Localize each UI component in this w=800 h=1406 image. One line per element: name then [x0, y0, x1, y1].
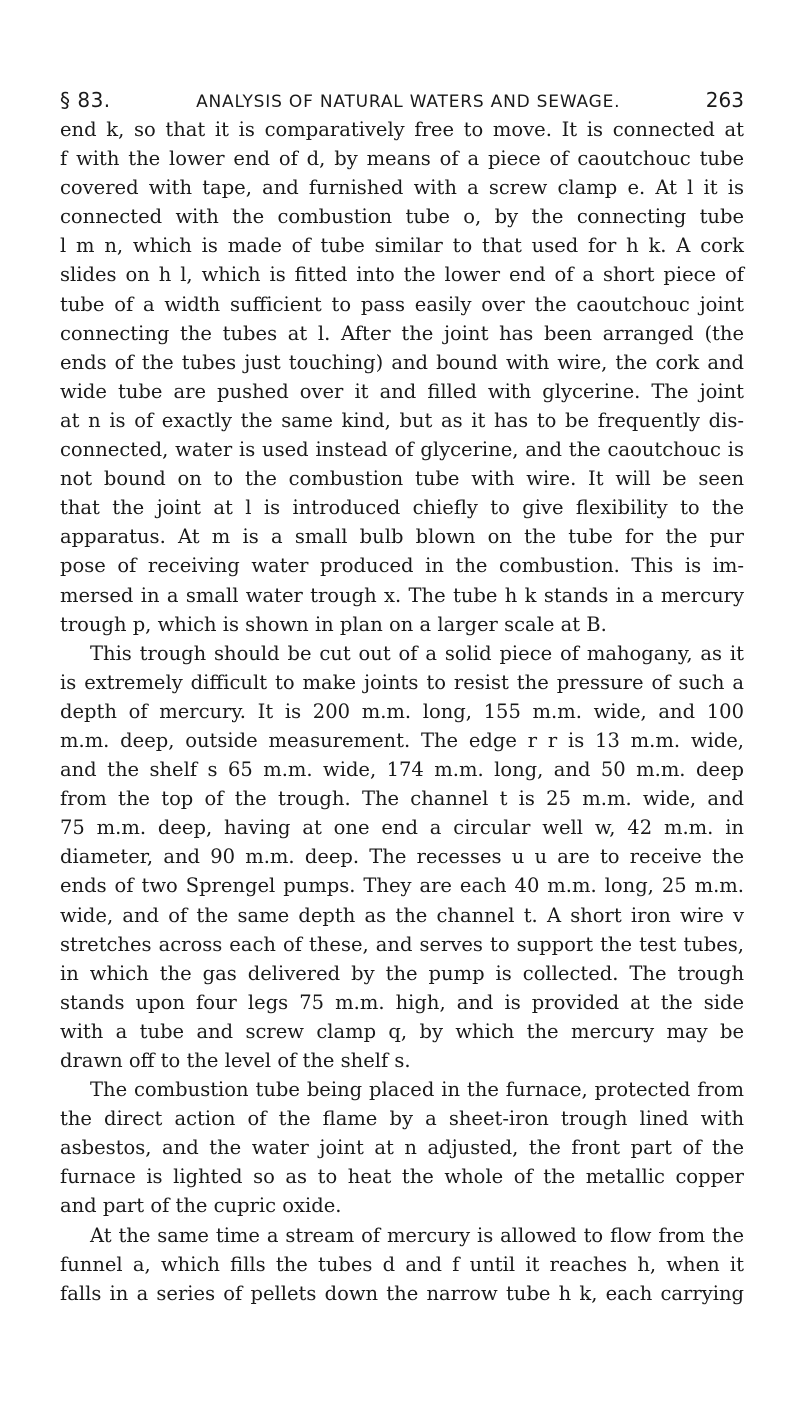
text-line: pose of receiving water produced in the combustion. This is im-	[60, 554, 744, 578]
text-line: covered with tape, and furnished with a screw clamp e. At l it is	[60, 176, 744, 200]
text-line: funnel a, which fills the tubes d and f until it reaches h, when it	[60, 1252, 744, 1276]
text-line: apparatus. At m is a small bulb blown on the tube for the pur	[60, 525, 744, 549]
text-line: asbestos, and the water joint at n adjusted, the front part of the	[60, 1136, 744, 1160]
running-head	[60, 88, 744, 118]
text-line: trough p, which is shown in plan on a larger scale at B.	[60, 612, 607, 636]
text-line: and part of the cupric oxide.	[60, 1194, 342, 1218]
text-line: and the shelf s 65 m.m. wide, 174 m.m. long, and 50 m.m. deep	[60, 758, 744, 782]
text-line: depth of mercury. It is 200 m.m. long, 155 m.m. wide, and 100	[60, 699, 744, 723]
text-line: drawn off to the level of the shelf s.	[60, 1049, 411, 1072]
text-line: end k, so that it is comparatively free to move. It is connected at	[60, 118, 744, 141]
text-line: in which the gas delivered by the pump is collected. The trough	[60, 961, 744, 985]
section-number: § 83.	[60, 88, 111, 112]
text-line: that the joint at l is introduced chiefly to give flexibility to the	[60, 496, 744, 520]
text-line: m.m. deep, outside measurement. The edge r r is 13 m.m. wide,	[60, 728, 744, 752]
text-line: the direct action of the flame by a sheet-iron trough lined with	[60, 1107, 744, 1131]
text-line: at n is of exactly the same kind, but as it has to be frequently dis-	[60, 408, 744, 432]
text-line: not bound on to the combustion tube with wire. It will be seen	[60, 467, 744, 491]
text-line: At the same time a stream of mercury is allowed to flow from the	[90, 1223, 744, 1247]
text-line: ends of two Sprengel pumps. They are each 40 m.m. long, 25 m.m.	[60, 874, 744, 898]
text-line: furnace is lighted so as to heat the whole of the metallic copper	[60, 1165, 744, 1189]
text-line: f with the lower end of d, by means of a piece of caoutchouc tube	[60, 147, 744, 171]
text-line: falls in a series of pellets down the narrow tube h k, each carrying	[60, 1281, 744, 1305]
body-text	[60, 115, 744, 1308]
text-line: stands upon four legs 75 m.m. high, and is provided at the side	[60, 990, 744, 1014]
page-number: 263	[705, 88, 744, 112]
text-line: l m n, which is made of tube similar to that used for h k. A cork	[60, 234, 744, 258]
text-line: slides on h l, which is fitted into the lower end of a short piece of	[60, 263, 744, 287]
text-line: connecting the tubes at l. After the joint has been arranged (the	[60, 321, 744, 345]
text-line: wide, and of the same depth as the channel t. A short iron wire v	[60, 903, 744, 927]
text-line: wide tube are pushed over it and filled with glycerine. The joint	[60, 379, 744, 403]
text-line: tube of a width sufficient to pass easily over the caoutchouc joint	[60, 292, 744, 316]
text-line: with a tube and screw clamp q, by which the mercury may be	[60, 1019, 744, 1043]
text-line: is extremely difficult to make joints to resist the pressure of such a	[60, 670, 744, 694]
text-line: ends of the tubes just touching) and bound with wire, the cork and	[60, 350, 744, 374]
text-line: mersed in a small water trough x. The tube h k stands in a mercury	[60, 583, 744, 607]
text-line: This trough should be cut out of a solid piece of mahogany, as it	[90, 641, 744, 665]
text-line: connected with the combustion tube o, by the connecting tube	[60, 205, 744, 229]
text-line: from the top of the trough. The channel t is 25 m.m. wide, and	[60, 787, 744, 811]
text-line: 75 m.m. deep, having at one end a circular well w, 42 m.m. in	[60, 816, 744, 840]
text-line: connected, water is used instead of glycerine, and the caoutchouc is	[60, 438, 744, 462]
text-line: The combustion tube being placed in the furnace, protected from	[90, 1078, 744, 1102]
running-title: ANALYSIS OF NATURAL WATERS AND SEWAGE.	[196, 92, 621, 112]
text-line: stretches across each of these, and serves to support the test tubes,	[60, 932, 744, 956]
text-line: diameter, and 90 m.m. deep. The recesses u u are to receive the	[60, 845, 744, 869]
